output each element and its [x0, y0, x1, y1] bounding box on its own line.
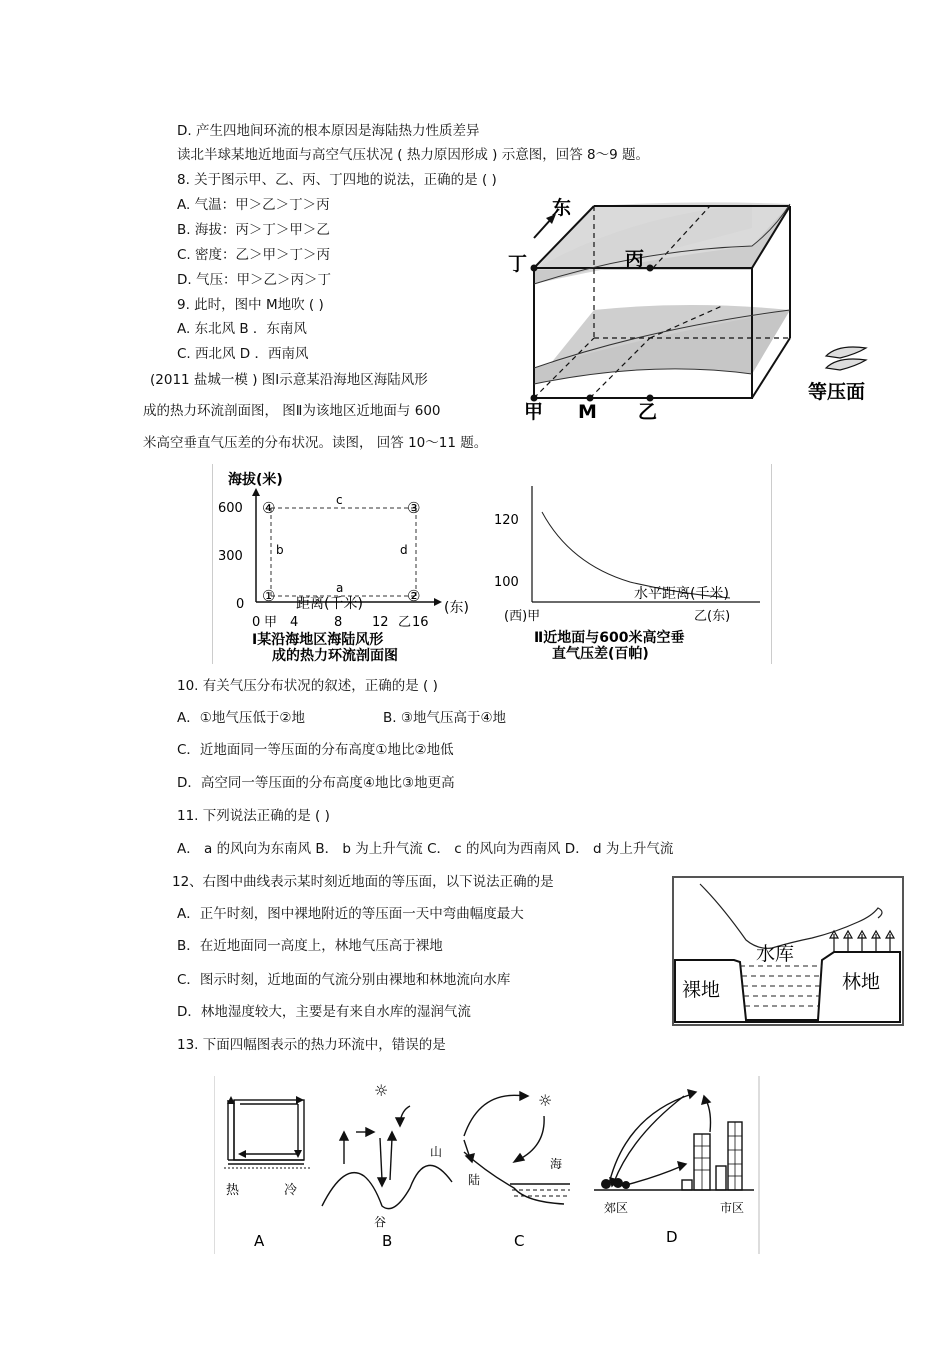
xtick-4: 4 [290, 615, 299, 630]
label-a-cold: 冷 [284, 1183, 298, 1198]
option-10a: A．①地气压低于②地 [177, 710, 305, 726]
label-c-land: 陆 [468, 1173, 481, 1187]
question-13: 13. 下面四幅图表示的热力环流中，错误的是 [177, 1037, 446, 1053]
option-12c: C．图示时刻，近地面的气流分别由裸地和林地流向水库 [177, 972, 511, 988]
option-9cd: C. 西北风 D ．西南风 [177, 346, 309, 362]
label-d: D [666, 1228, 678, 1246]
option-10c: C．近地面同一等压面的分布高度①地比②地低 [177, 742, 454, 758]
label-reservoir: 水库 [756, 943, 795, 965]
sun-icon-b: ☼ [374, 1081, 389, 1100]
label-ding: 丁 [508, 253, 528, 275]
reservoir-figure [672, 876, 904, 1026]
question-8: 8. 关于图示甲、乙、丙、丁四地的说法，正确的是 ( ) [177, 172, 497, 188]
label-a: A [254, 1232, 265, 1250]
question-9: 9. 此时，图中 M地吹 ( ) [177, 297, 324, 313]
label-b-mountain: 山 [430, 1145, 443, 1159]
question-intro-10-11-line2: 成的热力环流剖面图， 图Ⅱ为该地区近地面与 600 [143, 403, 441, 419]
option-10b: B. ③地气压高于④地 [383, 710, 507, 726]
bing-point [647, 265, 654, 272]
option-8a: A. 气温：甲＞乙＞丁＞丙 [177, 197, 330, 213]
isobar-legend-icon [826, 347, 866, 370]
x-axis-east: (东) [444, 600, 469, 616]
caption-1-line2: 成的热力环流剖面图 [272, 648, 398, 664]
label-m: M [578, 401, 597, 423]
label-c: C [514, 1232, 525, 1250]
option-8-prev-d: D. 产生四地间环流的根本原因是海陆热力性质差异 [177, 123, 480, 139]
point-4: ④ [262, 499, 276, 517]
xtick-12: 12 [372, 615, 389, 630]
question-intro-10-11-line3: 米高空垂直气压差的分布状况。读图， 回答 10～11 题。 [143, 435, 488, 451]
x-axis-label: 水平距离(千米) [634, 586, 729, 602]
question-intro-10-11-line1: (2011 盐城一模 ) 图Ⅰ示意某沿海地区海陆风形 [150, 372, 428, 388]
option-9ab: A. 东北风 B ．东南风 [177, 321, 307, 337]
building-windows [694, 1122, 742, 1190]
option-12a: A．正午时刻，图中裸地附近的等压面一天中弯曲幅度最大 [177, 906, 524, 922]
point-1: ① [262, 587, 276, 605]
label-jia: 甲 [524, 401, 544, 423]
question-intro-8-9: 读北半球某地近地面与高空气压状况 ( 热力原因形成 ) 示意图，回答 8～9 题。 [177, 147, 649, 163]
ytick-300: 300 [218, 549, 243, 564]
ytick-0: 0 [236, 597, 245, 612]
diagram-d [594, 1090, 754, 1190]
suburb-trees-icon [601, 1178, 630, 1189]
y-axis-label: 海拔(米) [228, 472, 283, 488]
pressure-difference-figure [490, 464, 770, 664]
x-right-label: 乙(东) [694, 609, 731, 624]
sun-icon-c: ☼ [538, 1091, 553, 1110]
caption-1-line1: Ⅰ某沿海地区海陆风形 [252, 632, 384, 648]
flow-c: c [336, 493, 343, 507]
x-axis-label: 距离(千米) [296, 596, 363, 612]
xtick-yi: 乙 [398, 615, 412, 630]
point-3: ③ [407, 499, 421, 517]
xtick-16: 16 [412, 615, 429, 630]
caption-2-line2: 直气压差(百帕) [552, 646, 649, 662]
question-12: 12、右图中曲线表示某时刻近地面的等压面，以下说法正确的是 [172, 874, 554, 890]
label-bing: 丙 [625, 248, 645, 270]
xtick-0: 0 [252, 615, 261, 630]
label-forest: 林地 [842, 971, 881, 993]
label-b-valley: 谷 [374, 1215, 387, 1229]
label-east: 东 [552, 197, 572, 219]
option-8b: B. 海拔：丙＞丁＞甲＞乙 [177, 222, 330, 238]
option-8c: C. 密度：乙＞甲＞丁＞丙 [177, 247, 331, 263]
flow-a: a [336, 581, 344, 595]
legend-label: 等压面 [808, 381, 866, 403]
label-d-city: 市区 [720, 1201, 745, 1215]
label-b: B [382, 1232, 393, 1250]
ytick-100: 100 [494, 575, 519, 590]
option-12d: D．林地湿度较大，主要是有来自水库的湿润气流 [177, 1004, 471, 1020]
caption-2-line1: Ⅱ近地面与600米高空垂 [534, 630, 685, 646]
xtick-jia: 甲 [264, 615, 278, 630]
label-c-sea: 海 [550, 1157, 563, 1171]
circulation-loop [271, 508, 416, 596]
ding-point [531, 265, 538, 272]
option-8d: D. 气压：甲＞乙＞丙＞丁 [177, 272, 331, 288]
option-10d: D．高空同一等压面的分布高度④地比③地更高 [177, 775, 455, 791]
diagram-c [464, 1092, 570, 1204]
xtick-8: 8 [334, 615, 343, 630]
label-yi: 乙 [638, 401, 658, 423]
question-10: 10. 有关气压分布状况的叙述，正确的是 ( ) [177, 678, 438, 694]
four-circulation-figure [214, 1076, 760, 1254]
flow-b: b [276, 543, 284, 557]
isobar-box-figure [500, 188, 900, 423]
label-a-hot: 热 [226, 1183, 240, 1198]
option-11: A． a 的风向为东南风 B． b 为上升气流 C． c 的风向为西南风 D． d 为上升气流 [177, 841, 674, 857]
ytick-600: 600 [218, 501, 243, 516]
flow-d: d [400, 543, 408, 557]
ytick-120: 120 [494, 513, 519, 528]
circulation-profile-figure [212, 464, 492, 664]
label-bare-land: 裸地 [682, 979, 721, 1001]
label-d-suburb: 郊区 [604, 1201, 629, 1215]
point-2: ② [407, 587, 421, 605]
x-left-label: (西)甲 [504, 609, 541, 624]
question-11: 11. 下列说法正确的是 ( ) [177, 808, 330, 824]
option-12b: B．在近地面同一高度上，林地气压高于裸地 [177, 938, 443, 954]
